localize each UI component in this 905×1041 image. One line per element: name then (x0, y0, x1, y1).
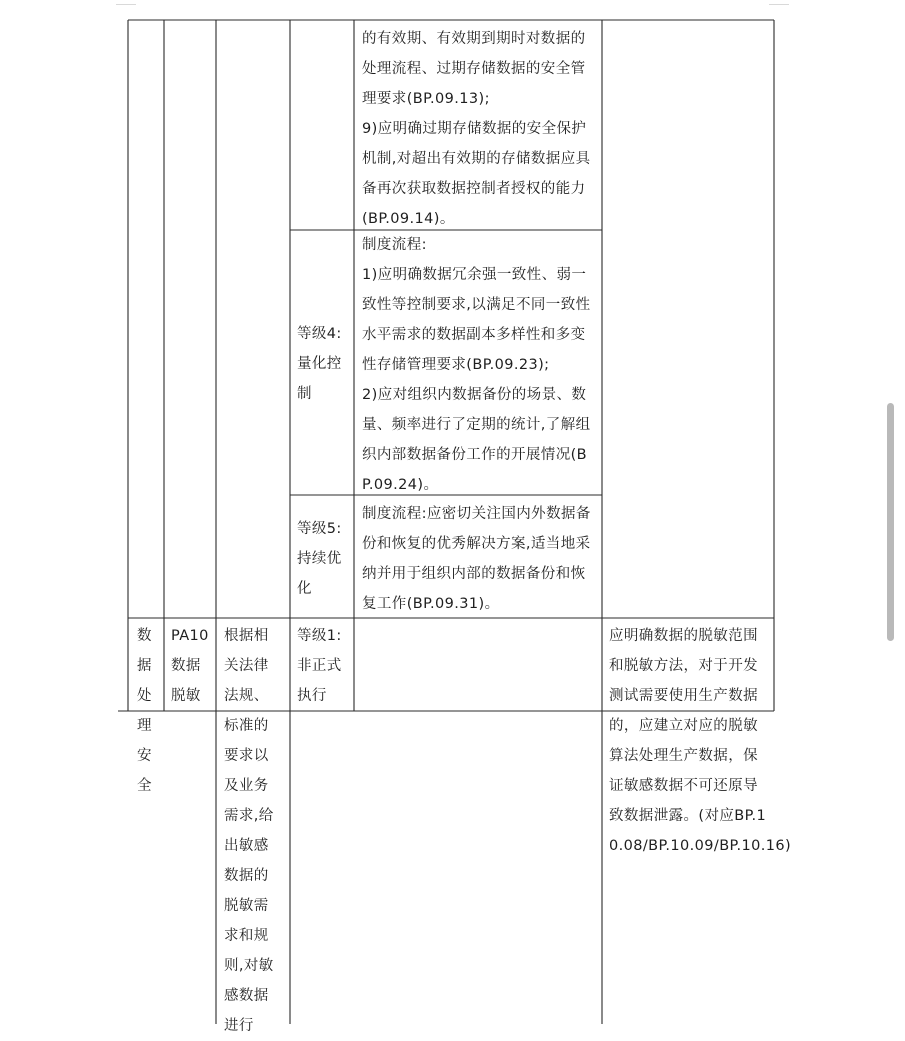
desc-line: 脱敏需 (224, 898, 269, 914)
level-line: 等级1: (297, 628, 342, 644)
desc-line: 进行 (224, 1018, 254, 1034)
content-line: 纳并用于组织内部的数据备份和恢 (362, 566, 586, 582)
level-line: 非正式 (297, 658, 342, 674)
content-line: 制度流程: (362, 237, 427, 253)
content-line: 量、频率进行了定期的统计,了解组 (362, 417, 591, 433)
pa-line: PA10 (171, 628, 209, 644)
row4-category-cell (137, 621, 159, 801)
content-line: 织内部数据备份工作的开展情况(B (362, 447, 588, 463)
content-line: 处理流程、过期存储数据的安全管 (362, 61, 586, 77)
row2-level-cell (297, 319, 342, 409)
content-line: 2)应对组织内数据备份的场景、数 (362, 387, 587, 403)
row1-content-cell (362, 24, 591, 234)
content-line: 理要求(BP.09.13); (362, 91, 490, 107)
desc-line: 感数据 (224, 988, 269, 1004)
scrollbar-thumb[interactable] (887, 403, 894, 641)
content-line: 备再次获取数据控制者授权的能力 (362, 181, 586, 197)
note-line: 算法处理生产数据，保 (609, 748, 758, 764)
row4-description-cell (224, 621, 274, 1041)
desc-line: 关法律 (224, 658, 269, 674)
content-line: (BP.09.14)。 (362, 211, 455, 227)
level-line: 等级5: (297, 521, 342, 537)
category-char: 据 (137, 658, 152, 674)
row4-level-cell (297, 621, 342, 711)
desc-line: 根据相 (224, 628, 269, 644)
category-char: 理 (137, 718, 152, 734)
category-char: 安 (137, 748, 152, 764)
level-line: 持续优 (297, 551, 342, 567)
category-char: 全 (137, 778, 152, 794)
desc-line: 数据的 (224, 868, 269, 884)
level-line: 制 (297, 386, 312, 402)
pa-line: 数据 (171, 658, 201, 674)
content-line: 致性等控制要求,以满足不同一致性 (362, 297, 591, 313)
category-char: 数 (137, 628, 152, 644)
desc-line: 及业务 (224, 778, 269, 794)
content-line: 份和恢复的优秀解决方案,适当地采 (362, 536, 591, 552)
row2-content-cell (362, 230, 591, 500)
desc-line: 要求以 (224, 748, 269, 764)
note-line: 测试需要使用生产数据 (609, 688, 758, 704)
pa-line: 脱敏 (171, 688, 201, 704)
row3-content-cell (362, 499, 591, 619)
desc-line: 需求,给 (224, 808, 274, 824)
desc-line: 求和规 (224, 928, 269, 944)
level-line: 量化控 (297, 356, 342, 372)
level-line: 等级4: (297, 326, 342, 342)
note-line: 致数据泄露。(对应BP.1 (609, 808, 767, 824)
note-line: 0.08/BP.10.09/BP.10.16) (609, 838, 792, 854)
page-top-edge-left (116, 0, 136, 5)
desc-line: 标准的 (224, 718, 269, 734)
content-line: 水平需求的数据副本多样性和多变 (362, 327, 586, 343)
content-line: 复工作(BP.09.31)。 (362, 596, 500, 612)
content-line: 机制,对超出有效期的存储数据应具 (362, 151, 591, 167)
row3-level-cell (297, 514, 342, 604)
desc-line: 出敏感 (224, 838, 269, 854)
level-line: 执行 (297, 688, 327, 704)
row4-note-cell (609, 621, 791, 861)
note-line: 证敏感数据不可还原导 (609, 778, 758, 794)
content-line: 性存储管理要求(BP.09.23); (362, 357, 550, 373)
content-line: 制度流程:应密切关注国内外数据备 (362, 506, 591, 522)
category-char: 处 (137, 688, 152, 704)
note-line: 应明确数据的脱敏范围 (609, 628, 758, 644)
note-line: 和脱敏方法，对于开发 (609, 658, 758, 674)
content-line: 1)应明确数据冗余强一致性、弱一 (362, 267, 587, 283)
content-line: 9)应明确过期存储数据的安全保护 (362, 121, 587, 137)
desc-line: 则,对敏 (224, 958, 274, 974)
note-line: 的，应建立对应的脱敏 (609, 718, 758, 734)
content-line: P.09.24)。 (362, 477, 439, 493)
content-line: 的有效期、有效期到期时对数据的 (362, 31, 586, 47)
level-line: 化 (297, 581, 312, 597)
desc-line: 法规、 (224, 688, 269, 704)
page-top-edge-right (769, 0, 789, 5)
row4-pa-cell (171, 621, 209, 711)
